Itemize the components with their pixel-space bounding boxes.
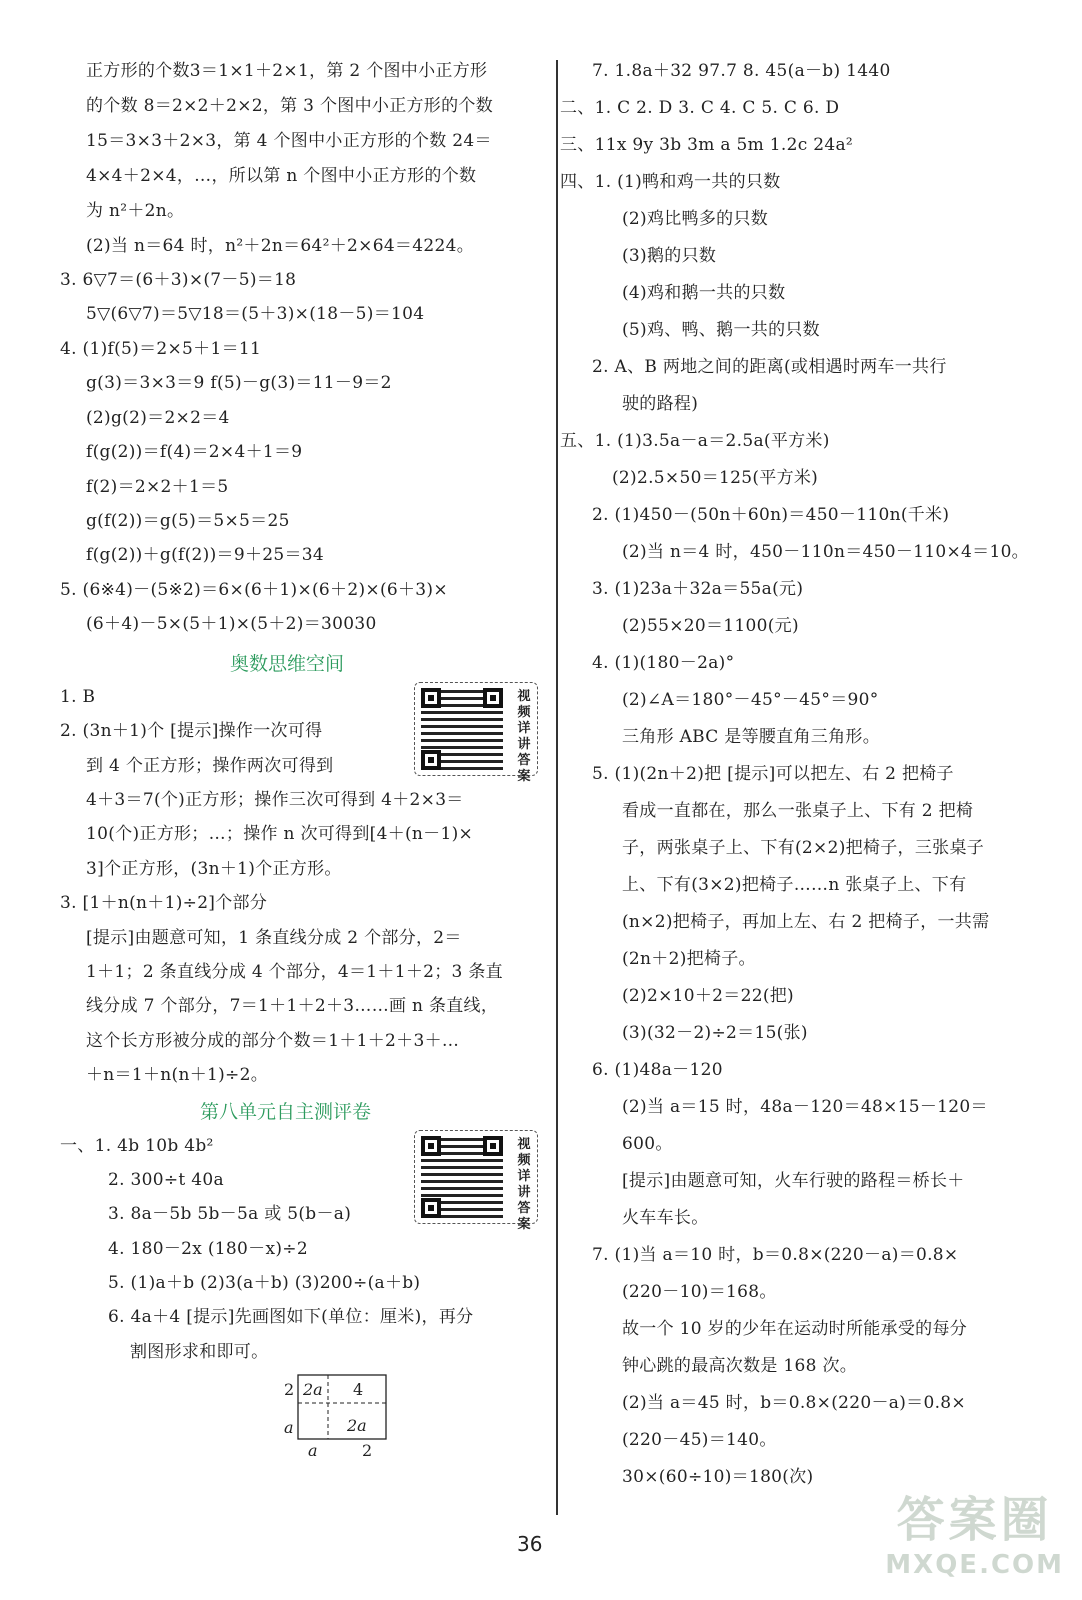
qr-finder: [483, 688, 503, 708]
text-line: (2)当 a＝15 时，48a－120＝48×15－120＝: [622, 1097, 988, 1117]
text-line: 到 4 个正方形；操作两次可得到: [86, 756, 334, 776]
text-line: (220－45)＝140。: [622, 1430, 777, 1450]
text-line: 5▽(6▽7)＝5▽18＝(5＋3)×(18－5)＝104: [86, 304, 425, 324]
text-line: 故一个 10 岁的少年在运动时所能承受的每分: [622, 1319, 968, 1339]
text-line: 6. (1)48a－120: [592, 1060, 723, 1080]
text-line: 三角形 ABC 是等腰直角三角形。: [622, 727, 880, 747]
text-line: 2. A、B 两地之间的距离(或相遇时两车一共行: [592, 357, 947, 377]
text-line: 3. [1＋n(n＋1)÷2]个部分: [60, 893, 268, 913]
text-line: (4)鸡和鹅一共的只数: [622, 283, 786, 303]
text-line: g(3)＝3×3＝9 f(5)－g(3)＝11－9＝2: [86, 373, 392, 393]
figure-bottom-label: a: [308, 1441, 318, 1460]
text-line: (2)2×10＋2＝22(把): [622, 986, 794, 1006]
text-line: 2. (1)450－(50n＋60n)＝450－110n(千米): [592, 505, 950, 525]
qr-finder: [421, 1136, 441, 1156]
text-line: 火车车长。: [622, 1208, 709, 1228]
text-line: 5. (6※4)－(5※2)＝6×(6＋1)×(6＋2)×(6＋3)×: [60, 580, 448, 600]
text-line: (2)∠A＝180°－45°－45°＝90°: [622, 690, 879, 710]
text-line: 割图形求和即可。: [130, 1342, 269, 1362]
text-line: (6＋4)－5×(5＋1)×(5＋2)＝30030: [86, 614, 377, 634]
text-line: (2)当 n＝64 时，n²＋2n＝64²＋2×64＝4224。: [86, 236, 474, 256]
watermark-logo: 答案圈: [896, 1492, 1053, 1548]
section-title: 奥数思维空间: [230, 653, 345, 675]
text-line: (3)(32－2)÷2＝15(张): [622, 1023, 808, 1043]
text-line: 钟心跳的最高次数是 168 次。: [622, 1356, 858, 1376]
text-line: 子，两张桌子上、下有(2×2)把椅子，三张桌子: [622, 838, 985, 858]
text-line: (2)当 n＝4 时，450－110n＝450－110×4＝10。: [622, 542, 1029, 562]
page-number: 36: [517, 1532, 543, 1556]
text-line: 7. (1)当 a＝10 时，b＝0.8×(220－a)＝0.8×: [592, 1245, 959, 1265]
text-line: 6. 4a＋4 [提示]先画图如下(单位：厘米)，再分: [108, 1307, 474, 1327]
figure-bottom-label: 2: [362, 1441, 373, 1460]
text-line: 正方形的个数3＝1×1＋2×1，第 2 个图中小正方形: [86, 61, 488, 81]
text-line: 的个数 8＝2×2＋2×2，第 3 个图中小正方形的个数: [86, 96, 493, 116]
text-line: 4. 180－2x (180－x)÷2: [108, 1239, 308, 1259]
figure-side-label: a: [284, 1418, 294, 1437]
text-line: 1. B: [60, 687, 96, 707]
text-line: [提示]由题意可知，火车行驶的路程＝桥长＋: [622, 1171, 965, 1191]
text-line: (220－10)＝168。: [622, 1282, 777, 1302]
text-line: 10(个)正方形；…；操作 n 次可得到[4＋(n－1)×: [86, 824, 474, 844]
qr-code[interactable]: [414, 682, 538, 784]
text-line: 4. (1)f(5)＝2×5＋1＝11: [60, 339, 262, 359]
section-title: 第八单元自主测评卷: [200, 1101, 372, 1123]
figure-side-label: 2: [284, 1380, 295, 1399]
text-line: 2. (3n＋1)个 [提示]操作一次可得: [60, 721, 323, 741]
text-line: 600。: [622, 1134, 673, 1154]
text-line: ＋n＝1＋n(n＋1)÷2。: [86, 1065, 269, 1085]
text-line: 3]个正方形，(3n＋1)个正方形。: [86, 859, 342, 879]
text-line: (5)鸡、鸭、鹅一共的只数: [622, 320, 820, 340]
qr-label: 视频详讲答案: [517, 689, 531, 784]
qr-code[interactable]: [414, 1130, 538, 1232]
text-line: 驶的路程): [622, 394, 699, 414]
text-line: 五、1. (1)3.5a－a＝2.5a(平方米): [560, 431, 830, 451]
text-line: (2)55×20＝1100(元): [622, 616, 799, 636]
qr-finder: [421, 750, 441, 770]
text-line: 1＋1；2 条直线分成 4 个部分，4＝1＋1＋2；3 条直: [86, 962, 503, 982]
watermark: [885, 1481, 1064, 1580]
text-line: (2)2.5×50＝125(平方米): [612, 468, 819, 488]
text-line: 15＝3×3＋2×3，第 4 个图中小正方形的个数 24＝: [86, 131, 492, 151]
text-line: f(2)＝2×2＋1＝5: [86, 477, 229, 497]
text-line: 一、1. 4b 10b 4b²: [60, 1136, 214, 1156]
text-line: (2)当 a＝45 时，b＝0.8×(220－a)＝0.8×: [622, 1393, 966, 1413]
text-line: 5. (1)(2n＋2)把 [提示]可以把左、右 2 把椅子: [592, 764, 954, 784]
text-line: 三、11x 9y 3b 3m a 5m 1.2c 24a²: [560, 135, 854, 155]
text-line: 上、下有(3×2)把椅子……n 张桌子上、下有: [622, 875, 967, 895]
text-line: (3)鹅的只数: [622, 246, 717, 266]
figure-cell-label: 2a: [303, 1380, 323, 1399]
text-line: (2)g(2)＝2×2＝4: [86, 408, 230, 428]
text-line: 3. (1)23a＋32a＝55a(元): [592, 579, 804, 599]
qr-finder: [483, 1136, 503, 1156]
text-line: (n×2)把椅子，再加上左、右 2 把椅子，一共需: [622, 912, 990, 932]
figure-cell-label: 4: [353, 1380, 364, 1399]
text-line: g(f(2))＝g(5)＝5×5＝25: [86, 511, 290, 531]
text-line: 30×(60÷10)＝180(次): [622, 1467, 814, 1487]
text-line: 为 n²＋2n。: [86, 201, 185, 221]
text-line: 4. (1)(180－2a)°: [592, 653, 735, 673]
text-line: 7. 1.8a＋32 97.7 8. 45(a－b) 1440: [592, 61, 891, 81]
text-line: [提示]由题意可知，1 条直线分成 2 个部分，2＝: [86, 928, 462, 948]
text-line: (2n＋2)把椅子。: [622, 949, 756, 969]
text-line: (2)鸡比鸭多的只数: [622, 209, 769, 229]
text-line: 这个长方形被分成的部分个数＝1＋1＋2＋3＋…: [86, 1031, 460, 1051]
text-line: 看成一直都在，那么一张桌子上、下有 2 把椅: [622, 801, 974, 821]
watermark-url: MXQE.COM: [885, 1550, 1064, 1580]
figure-cell-label: 2a: [347, 1416, 367, 1435]
text-line: 3. 6▽7＝(6＋3)×(7－5)＝18: [60, 270, 297, 290]
text-line: 2. 300÷t 40a: [108, 1170, 224, 1190]
qr-finder: [421, 688, 441, 708]
qr-finder: [421, 1198, 441, 1218]
text-line: 3. 8a－5b 5b－5a 或 5(b－a): [108, 1204, 352, 1224]
text-line: 线分成 7 个部分，7＝1＋1＋2＋3……画 n 条直线，: [86, 996, 499, 1016]
text-line: 二、1. C 2. D 3. C 4. C 5. C 6. D: [560, 98, 840, 118]
qr-label: 视频详讲答案: [517, 1137, 531, 1232]
area-figure: [284, 1373, 390, 1463]
text-line: f(g(2))＋g(f(2))＝9＋25＝34: [86, 545, 325, 565]
text-line: 4＋3＝7(个)正方形；操作三次可得到 4＋2×3＝: [86, 790, 464, 810]
text-line: 四、1. (1)鸭和鸡一共的只数: [560, 172, 781, 192]
column-divider: [556, 60, 558, 1515]
text-line: 4×4＋2×4，…，所以第 n 个图中小正方形的个数: [86, 166, 477, 186]
text-line: f(g(2))＝f(4)＝2×4＋1＝9: [86, 442, 303, 462]
text-line: 5. (1)a＋b (2)3(a＋b) (3)200÷(a＋b): [108, 1273, 421, 1293]
